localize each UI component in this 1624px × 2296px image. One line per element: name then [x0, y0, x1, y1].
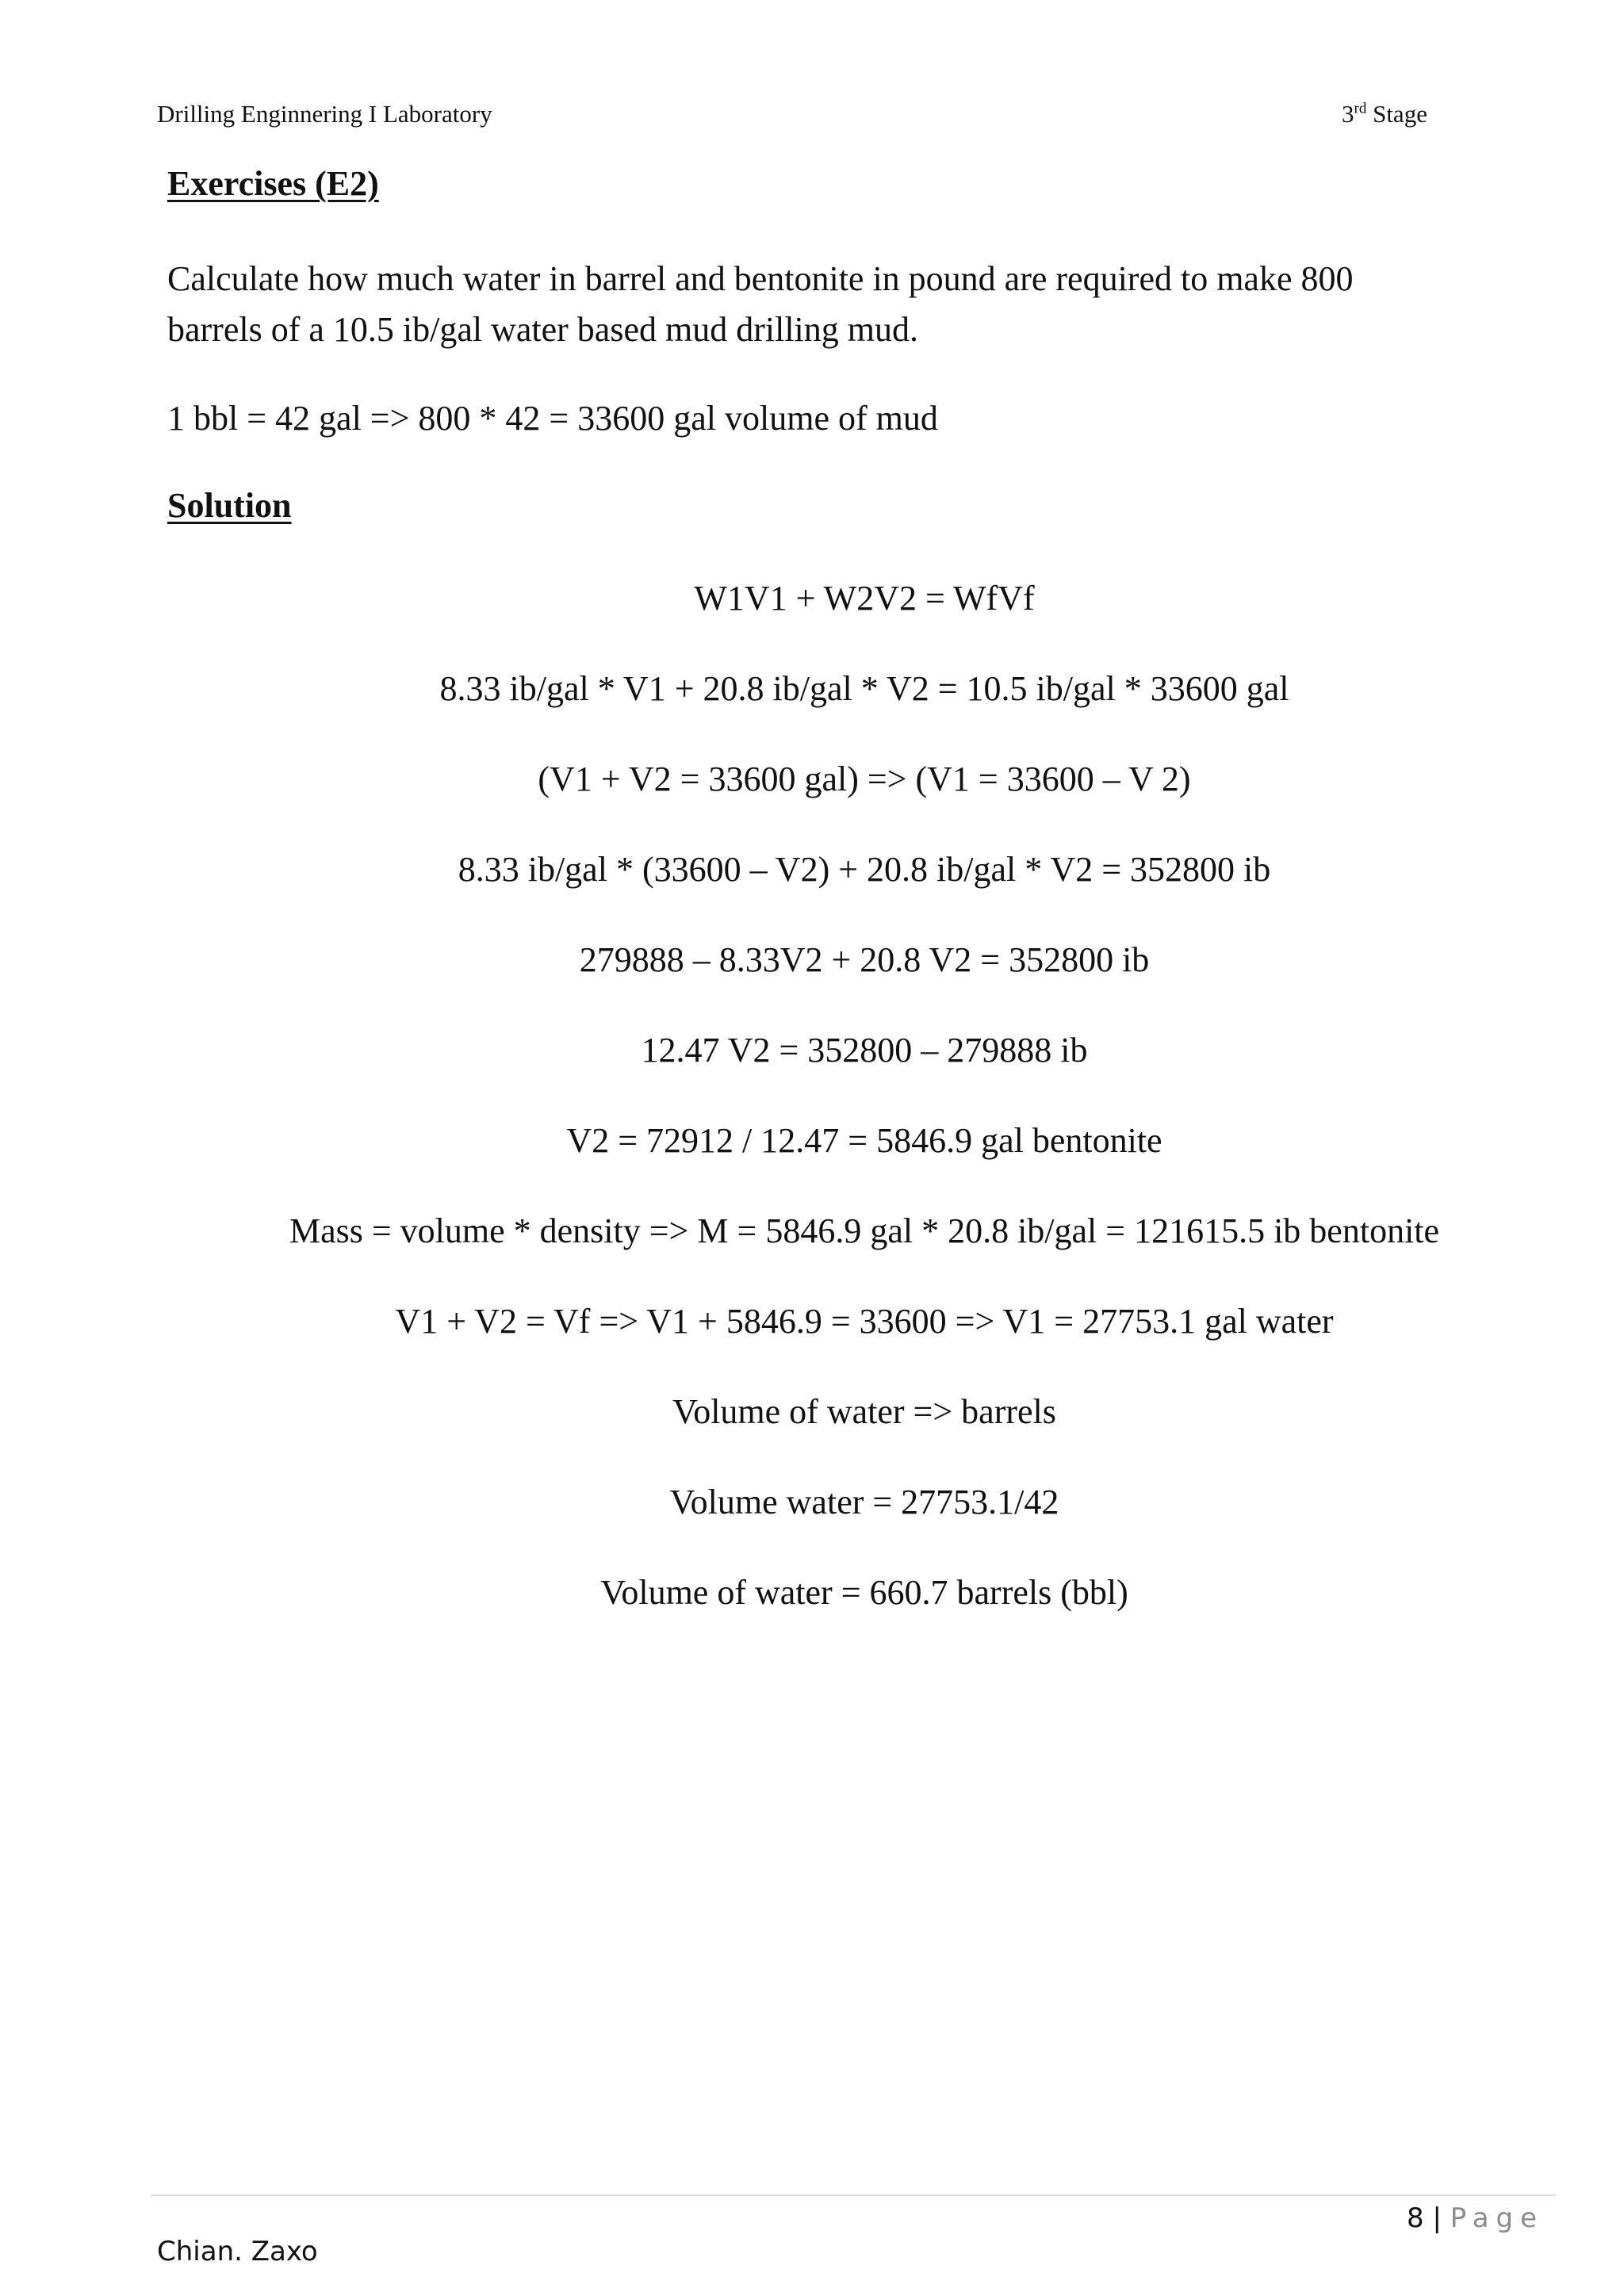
solution-step: Volume of water => barrels — [672, 1392, 1056, 1431]
problem-statement-line-1: Calculate how much water in barrel and bentonite in pound are required to make 800 — [167, 259, 1354, 298]
solution-step: 8.33 ib/gal * V1 + 20.8 ib/gal * V2 = 10.5 ib/gal * 33600 gal — [439, 669, 1289, 708]
page-number-value: 8 — [1407, 2202, 1424, 2234]
header-course-title: Drilling Enginnering I Laboratory — [157, 100, 492, 128]
author-name: Chian. Zaxo — [157, 2236, 318, 2267]
solution-step: W1V1 + W2V2 = WfVf — [694, 579, 1035, 618]
solution-step: Volume water = 27753.1/42 — [669, 1483, 1059, 1521]
stage-word: Stage — [1373, 100, 1427, 128]
solution-heading: Solution — [167, 486, 292, 525]
stage-ordinal: 3 — [1342, 100, 1354, 128]
solution-step: (V1 + V2 = 33600 gal) => (V1 = 33600 – V 2) — [538, 760, 1191, 798]
solution-step: Volume of water = 660.7 barrels (bbl) — [600, 1573, 1128, 1612]
solution-step: 12.47 V2 = 352800 – 279888 ib — [641, 1031, 1088, 1070]
exercise-heading: Exercises (E2) — [167, 164, 379, 203]
stage-suffix: rd — [1354, 100, 1367, 117]
given-conversion: 1 bbl = 42 gal => 800 * 42 = 33600 gal volume of mud — [167, 399, 938, 438]
page-word: Page — [1450, 2202, 1545, 2234]
solution-step: 279888 – 8.33V2 + 20.8 V2 = 352800 ib — [579, 940, 1150, 979]
solution-step: Mass = volume * density => M = 5846.9 gal * 20.8 ib/gal = 121615.5 ib bentonite — [289, 1211, 1440, 1250]
problem-statement-line-2: barrels of a 10.5 ib/gal water based mud drilling mud. — [167, 310, 918, 349]
page-number-separator: | — [1432, 2202, 1442, 2234]
header-stage — [1342, 98, 1427, 130]
page-number — [1407, 2201, 1544, 2236]
footer-divider — [151, 2195, 1556, 2196]
solution-step: 8.33 ib/gal * (33600 – V2) + 20.8 ib/gal * V2 = 352800 ib — [458, 850, 1271, 889]
solution-step: V1 + V2 = Vf => V1 + 5846.9 = 33600 => V1 = 27753.1 gal water — [395, 1302, 1334, 1341]
solution-step: V2 = 72912 / 12.47 = 5846.9 gal bentonite — [566, 1121, 1162, 1160]
